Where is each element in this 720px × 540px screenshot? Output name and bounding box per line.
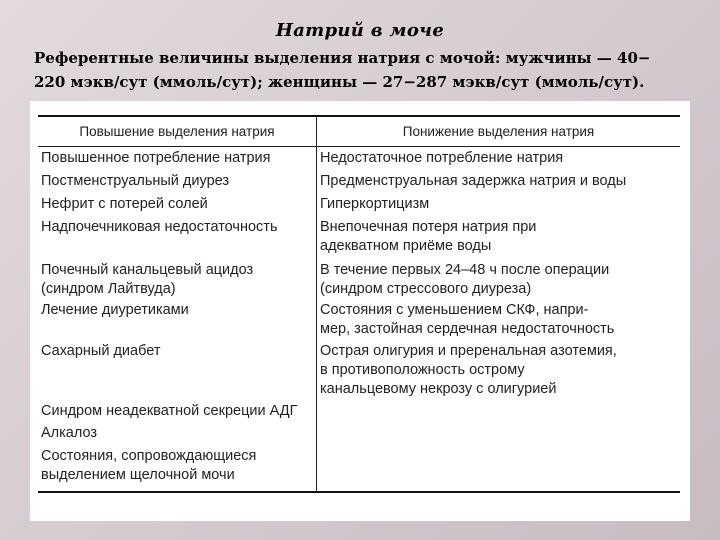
decrease-item-continued: в противоположность острому	[320, 362, 525, 378]
increase-item: Состояния, сопровождающиеся	[41, 448, 257, 464]
increase-item: Постменструальный диурез	[41, 173, 230, 189]
decrease-item-continued: канальцевому некрозу с олигурией	[320, 381, 557, 397]
increase-item: Алкалоз	[41, 425, 98, 441]
column-divider	[316, 117, 317, 491]
reference-line-1: Референтные величины выделения натрия с мочой: мужчины — 40−	[34, 49, 651, 67]
decrease-item: Гиперкортицизм	[320, 196, 430, 212]
decrease-item: Предменструальная задержка натрия и воды	[320, 173, 627, 189]
table-sheet	[30, 101, 690, 521]
header-decrease: Понижение выделения натрия	[402, 124, 595, 139]
decrease-item: Состояния с уменьшением СКФ, напри-	[320, 302, 589, 318]
increase-item: Надпочечниковая недостаточность	[41, 219, 278, 235]
decrease-item-continued: (синдром стрессового диуреза)	[320, 281, 532, 297]
increase-item-continued: выделением щелочной мочи	[41, 467, 235, 483]
increase-item-continued: (синдром Лайтвуда)	[41, 281, 176, 297]
table-header	[38, 117, 680, 147]
decrease-item-continued: мер, застойная сердечная недостаточность	[320, 321, 615, 337]
increase-item: Сахарный диабет	[41, 343, 161, 359]
decrease-item: В течение первых 24–48 ч после операции	[320, 262, 610, 278]
decrease-item-continued: адекватном приёме воды	[320, 238, 492, 254]
causes-table	[38, 115, 680, 493]
decrease-item: Недостаточное потребление натрия	[320, 150, 564, 166]
reference-values	[34, 46, 694, 94]
header-increase: Повышение выделения натрия	[79, 124, 275, 139]
decrease-item: Острая олигурия и преренальная азотемия,	[320, 343, 617, 359]
increase-item: Лечение диуретиками	[41, 302, 189, 318]
page-title: Натрий в моче	[275, 20, 445, 41]
increase-item: Нефрит с потерей солей	[41, 196, 208, 212]
increase-item: Почечный канальцевый ацидоз	[41, 262, 254, 278]
increase-item: Синдром неадекватной секреции АДГ	[41, 403, 298, 419]
reference-line-2: 220 мэкв/сут (ммоль/сут); женщины — 27−287 мэкв/сут (ммоль/сут).	[34, 73, 645, 91]
increase-item: Повышенное потребление натрия	[41, 150, 271, 166]
decrease-item: Внепочечная потеря натрия при	[320, 219, 537, 235]
